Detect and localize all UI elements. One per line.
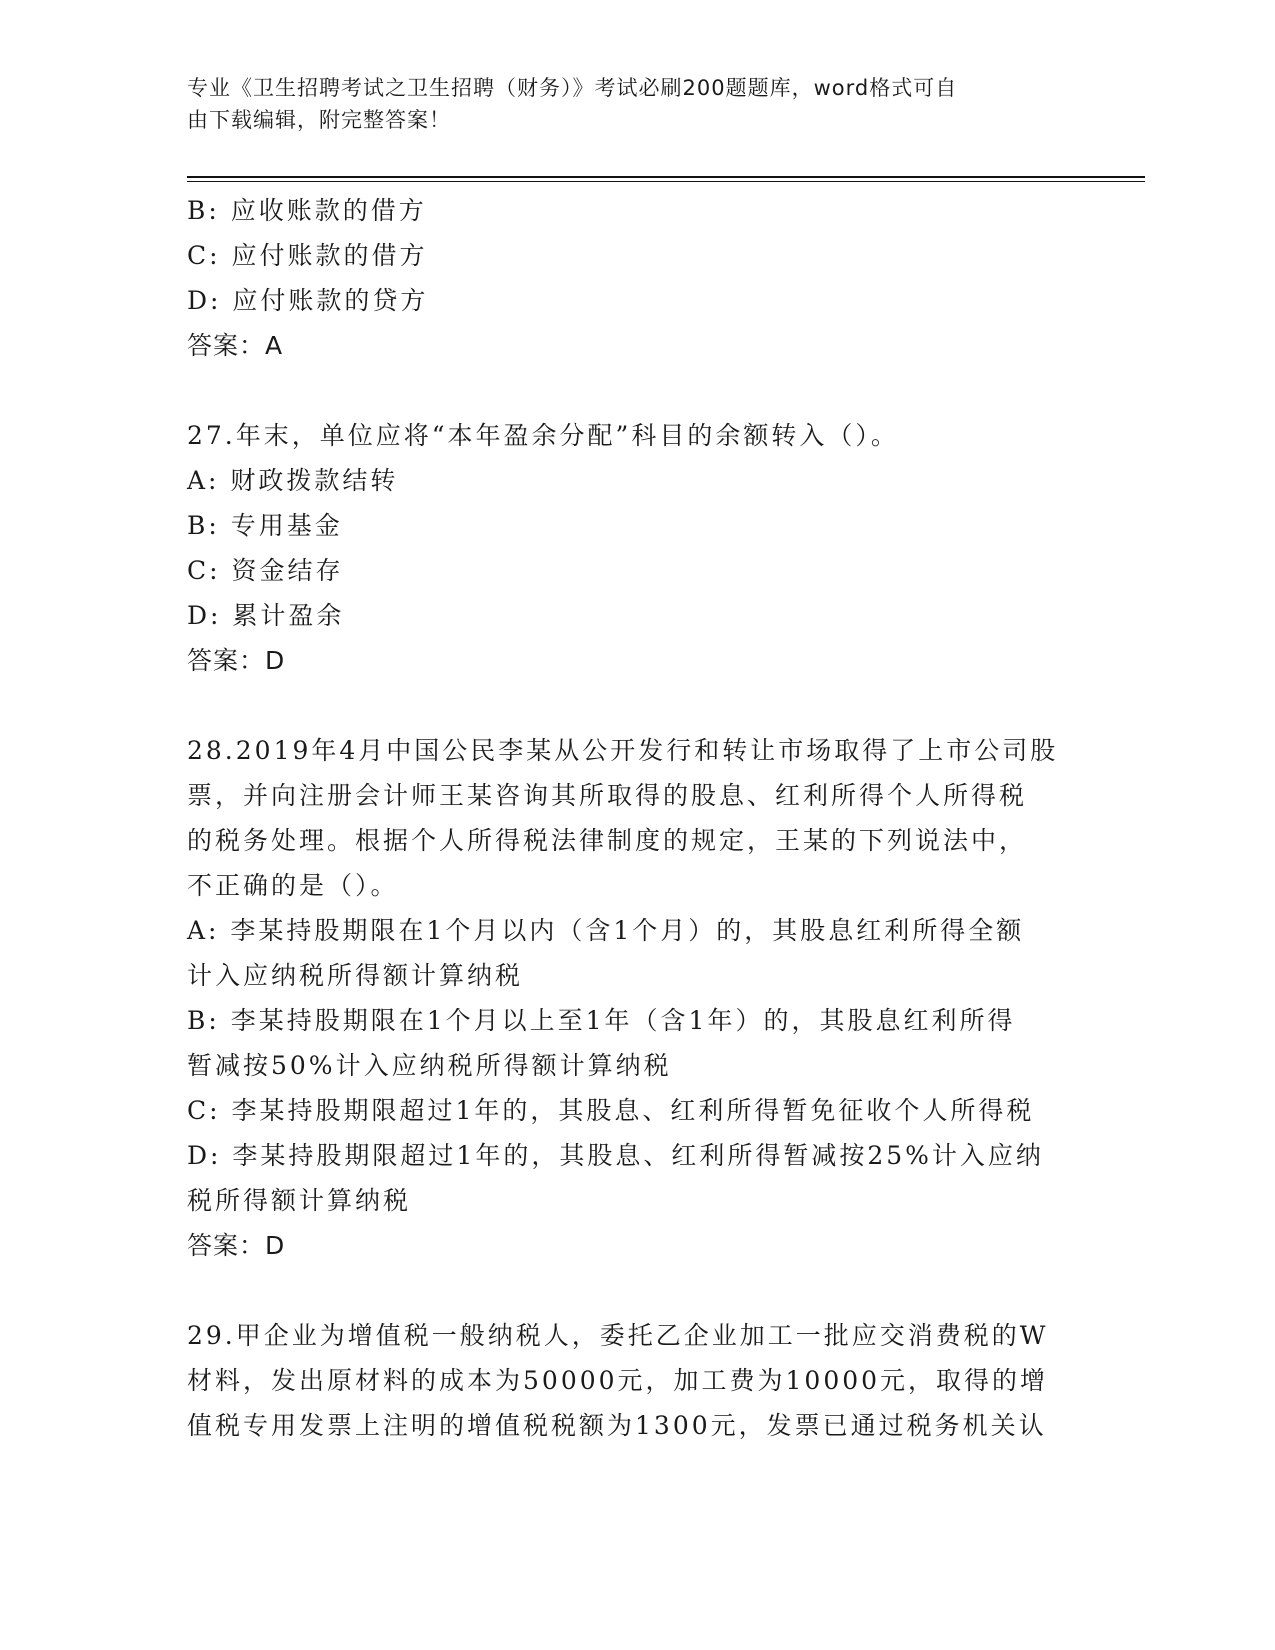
option-b: B: 应收账款的借方 [187, 196, 427, 225]
header-line-2: 由下载编辑，附完整答案！ [187, 108, 451, 132]
option-c: C: 应付账款的借方 [187, 241, 428, 270]
header-divider-thin [187, 181, 1145, 182]
question-stem-line: 值税专用发票上注明的增值税税额为1300元，发票已通过税务机关认 [187, 1411, 1047, 1440]
question-content [187, 188, 1087, 1448]
option-b: B: 李某持股期限在1个月以上至1年（含1年）的，其股息红利所得 [187, 1006, 1016, 1035]
question-stem-line: 28.2019年4月中国公民李某从公开发行和转让市场取得了上市公司股 [187, 736, 1059, 765]
option-a-continued: 计入应纳税所得额计算纳税 [187, 961, 524, 990]
question-stem-line: 29.甲企业为增值税一般纳税人，委托乙企业加工一批应交消费税的W [187, 1321, 1049, 1350]
question-stem-line: 票，并向注册会计师王某咨询其所取得的股息、红利所得个人所得税 [187, 781, 1028, 810]
option-a: A: 财政拨款结转 [187, 466, 399, 495]
answer-label: 答案：D [187, 1231, 286, 1260]
option-b-continued: 暂减按50%计入应纳税所得额计算纳税 [187, 1051, 672, 1080]
option-a: A: 李某持股期限在1个月以内（含1个月）的，其股息红利所得全额 [187, 916, 1025, 945]
question-28 [187, 728, 1087, 1268]
option-d-continued: 税所得额计算纳税 [187, 1186, 412, 1215]
spacer [187, 683, 1087, 728]
option-b: B: 专用基金 [187, 511, 343, 540]
question-29 [187, 1313, 1087, 1448]
option-d: D: 应付账款的贷方 [187, 286, 429, 315]
option-c: C: 资金结存 [187, 556, 344, 585]
question-27 [187, 413, 1087, 683]
spacer [187, 1268, 1087, 1313]
question-26 [187, 188, 1087, 368]
header-line-1: 专业《卫生招聘考试之卫生招聘（财务）》考试必刷200题题库，word格式可自 [187, 76, 958, 100]
question-stem: 27.年末，单位应将“本年盈余分配”科目的余额转入（）。 [187, 421, 899, 450]
option-d: D: 李某持股期限超过1年的，其股息、红利所得暂减按25%计入应纳 [187, 1141, 1044, 1170]
document-header [187, 72, 1067, 136]
header-divider-thick [187, 176, 1145, 178]
option-c: C: 李某持股期限超过1年的，其股息、红利所得暂免征收个人所得税 [187, 1096, 1035, 1125]
spacer [187, 368, 1087, 413]
option-d: D: 累计盈余 [187, 601, 345, 630]
answer-label: 答案：D [187, 646, 286, 675]
question-stem-line: 材料，发出原材料的成本为50000元，加工费为10000元，取得的增 [187, 1366, 1049, 1395]
answer-label: 答案：A [187, 331, 284, 360]
question-stem-line: 不正确的是（）。 [187, 871, 399, 900]
question-stem-line: 的税务处理。根据个人所得税法律制度的规定，王某的下列说法中， [187, 826, 1028, 855]
